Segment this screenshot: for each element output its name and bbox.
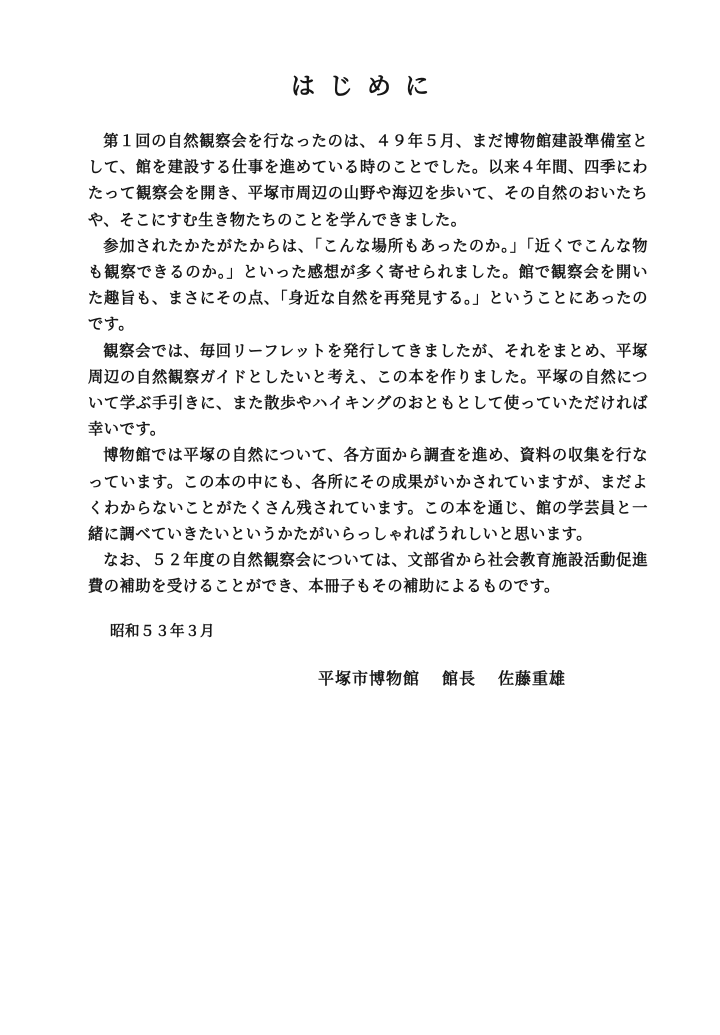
paragraph-4: 博物館では平塚の自然について、各方面から調査を進め、資料の収集を行なっています。この本の中にも、各所にその成果がいかされていますが、まだよくわからないことがたくさん残されています。この本を通じ、館の学芸員と一緒に調べていきたいというかたがいらっしゃればうれしいと思います。 [88,446,648,544]
page-title: はじめに [291,72,443,100]
body-text [88,128,648,600]
signature-organization: 平塚市博物館 [318,669,421,688]
date-line: 昭和５３年３月 [110,624,215,640]
paragraph-1: 第１回の自然観察会を行なったのは、４９年５月、まだ博物館建設準備室として、館を建設する仕事を進めている時のことでした。以来４年間、四季にわたって観察会を開き、平塚市周辺の山野や海辺を歩いて、その自然のおいたちや、そこにすむ生き物たちのことを学んできました。 [88,132,648,229]
paragraph-3: 観察会では、毎回リーフレットを発行してきましたが、それをまとめ、平塚周辺の自然観察ガイドとしたいと考え、この本を作りました。平塚の自然について学ぶ手引きに、また散歩やハイキングのおともとして使っていただければ幸いです。 [88,341,648,439]
signature-name: 佐藤重雄 [498,669,567,688]
paragraph-5: なお、５２年度の自然観察会については、文部省から社会教育施設活動促進費の補助を受けることができ、本冊子もその補助によるものです。 [88,551,648,596]
signature-position: 館長 [442,669,477,688]
paragraph-2: 参加されたかたがたからは、「こんな場所もあったのか。」「近くでこんな物も観察できるのか。」といった感想が多く寄せられました。館で観察会を開いた趣旨も、まさにその点、「身近な自然を再発見する。」ということにあったのです。 [88,236,648,334]
signature-line [318,666,566,689]
